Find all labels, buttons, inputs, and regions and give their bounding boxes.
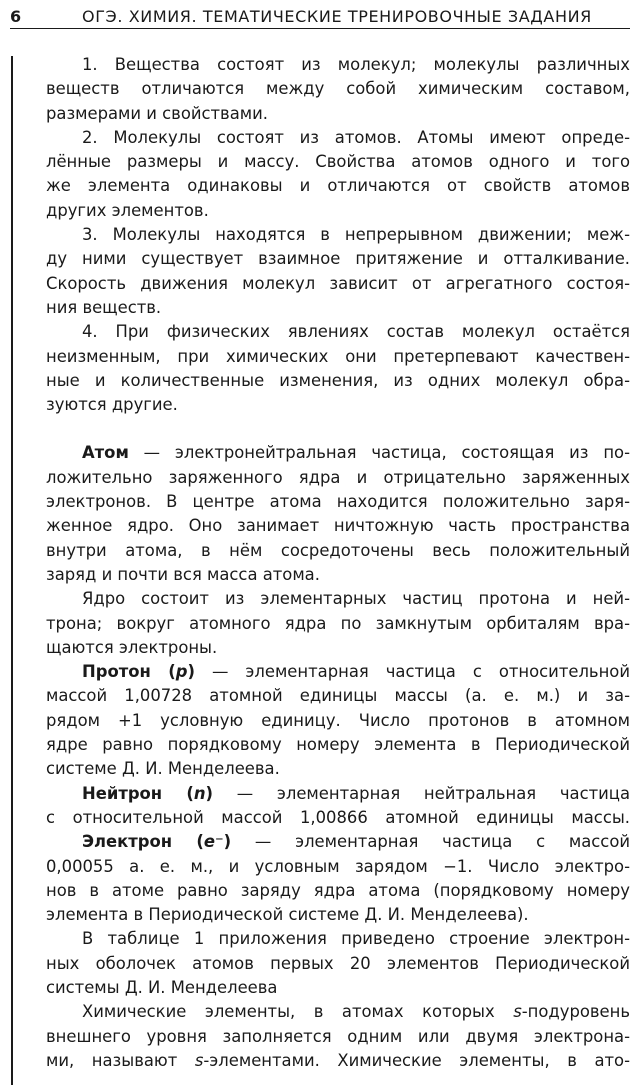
text-line: электронов. В центре атома находится положительно заря-: [46, 492, 630, 512]
text-line: заряд и почти вся масса атома.: [46, 564, 320, 584]
paragraph-table-reference-cont: [46, 952, 630, 1001]
margin-rule: [11, 56, 13, 1085]
paragraph-law-4-cont: [46, 345, 630, 418]
text-line: ложительно заряженного ядра и отрицательно заряженных: [46, 467, 630, 487]
term-neutron: Нейтрон (n): [82, 783, 214, 803]
term-electron: Электрон (e⁻): [82, 832, 232, 852]
paragraph-electron-cont: [46, 855, 630, 928]
text-line: ных оболочек атомов первых 20 элементов Периодической: [46, 953, 630, 973]
text-fragment: — элементарная частица с относительной: [195, 662, 630, 682]
text-line: зуются другие.: [46, 395, 178, 415]
text-line: внутри атома, в нём сосредоточены весь положительный: [46, 540, 630, 560]
body-text: [46, 53, 630, 1073]
page-number: 6: [10, 7, 22, 26]
text-line: Скорость движения молекул зависит от агрегатного состоя-: [46, 273, 630, 293]
term-label: Протон: [82, 662, 151, 682]
text-line: массой 1,00728 атомной единицы массы (а. е. м.) и за-: [46, 686, 630, 706]
text-line: Химические элементы, в атомах которых s-подуровень: [82, 1002, 630, 1022]
italic-letter: s: [513, 1002, 522, 1022]
text-line: [46, 660, 630, 684]
text-line: 0,00055 а. е. м., и условным зарядом −1. Число электро-: [46, 856, 630, 876]
paragraph-table-reference: [46, 927, 630, 951]
text-line: с относительной массой 1,00866 атомной единицы массы.: [46, 807, 630, 827]
text-line: ду ними существует взаимное притяжение и отталкивание.: [46, 249, 630, 269]
paragraph-neutron-definition: [46, 782, 630, 806]
text-line: нов в атоме равно заряду ядра атома (порядковому номеру: [46, 880, 630, 900]
paragraph-law-1: [46, 53, 630, 77]
text-line: размерами и свойствами.: [46, 103, 268, 123]
text-line: ния веществ.: [46, 297, 162, 317]
text-line: ядре равно порядковому номеру элемента в Периодической: [46, 735, 630, 755]
text-line: элемента в Периодической системе Д. И. Менделеева).: [46, 905, 529, 925]
text-line: лённые размеры и массу. Свойства атомов одного и того: [46, 152, 630, 172]
text-line: 4. При физических явлениях состав молекул остаётся: [82, 322, 630, 342]
text-line: рядом +1 условную единицу. Число протонов в атомном: [46, 710, 630, 730]
text-line: внешнего уровня заполняется одним или двумя электрона-: [46, 1026, 630, 1046]
paragraph-neutron-cont: [46, 806, 630, 830]
text-line: системе Д. И. Менделеева.: [46, 759, 280, 779]
text-line: других элементов.: [46, 200, 209, 220]
text-line: 2. Молекулы состоят из атомов. Атомы имеют опреде-: [82, 127, 630, 147]
text-line: Ядро состоит из элементарных частиц протона и ней-: [82, 589, 630, 609]
text-line: [46, 782, 630, 806]
text-fragment: — элементарная нейтральная частица: [213, 783, 630, 803]
text-line: [46, 441, 630, 465]
running-title: ОГЭ. ХИМИЯ. ТЕМАТИЧЕСКИЕ ТРЕНИРОВОЧНЫЕ ЗАДАНИЯ: [82, 7, 592, 26]
paragraph-law-3: [46, 223, 630, 247]
paragraph-proton-definition: [46, 660, 630, 684]
text-line: же элемента одинаковы и отличаются от свойств атомов: [46, 176, 630, 196]
term-symbol: p: [175, 662, 188, 682]
text-line: женное ядро. Оно занимает ничтожную часть пространства: [46, 516, 630, 536]
text-line: В таблице 1 приложения приведено строение электрон-: [82, 929, 630, 949]
paragraph-law-3-cont: [46, 247, 630, 320]
term-atom: Атом: [82, 443, 129, 463]
section-gap: [46, 417, 630, 441]
text-line: системы Д. И. Менделеева: [46, 977, 278, 997]
paragraph-nucleus: [46, 587, 630, 611]
paragraph-proton-cont: [46, 684, 630, 781]
term-label: Электрон: [82, 832, 173, 852]
text-line: веществ отличаются между собой химическим составом,: [46, 79, 630, 99]
paragraph-nucleus-cont: [46, 612, 630, 661]
paragraph-law-4: [46, 320, 630, 344]
term-symbol: e⁻: [203, 832, 224, 852]
paragraph-atom-cont: [46, 466, 630, 587]
text-line: 3. Молекулы находятся в непрерывном движении; меж-: [82, 225, 630, 245]
paragraph-law-2: [46, 126, 630, 150]
text-line: неизменным, при химических они претерпевают качествен-: [46, 346, 630, 366]
term-proton: Протон (p): [82, 662, 196, 682]
term-symbol: n: [193, 783, 206, 803]
text-fragment: — элементарная частица с массой: [231, 832, 630, 852]
term-label: Нейтрон: [82, 783, 163, 803]
text-line: трона; вокруг атомного ядра по замкнутым орбиталям вра-: [46, 613, 630, 633]
running-header: [10, 6, 630, 29]
paragraph-s-elements-cont: [46, 1025, 630, 1074]
text-line: 1. Вещества состоят из молекул; молекулы различных: [82, 55, 630, 74]
paragraph-atom-definition: [46, 441, 630, 465]
paragraph-electron-definition: [46, 830, 630, 854]
text-fragment: — электронейтральная частица, состоящая из по-: [128, 443, 630, 463]
italic-letter: s: [194, 1050, 204, 1070]
paragraph-law-2-cont: [46, 150, 630, 223]
paragraph-law-1-cont: [46, 77, 630, 126]
text-line: щаются электроны.: [46, 637, 218, 657]
text-line: [46, 830, 630, 854]
text-line: ми, называют s-элементами. Химические элементы, в ато-: [46, 1050, 630, 1070]
paragraph-s-elements: [46, 1000, 630, 1024]
text-line: ные и количественные изменения, из одних молекул обра-: [46, 370, 630, 390]
